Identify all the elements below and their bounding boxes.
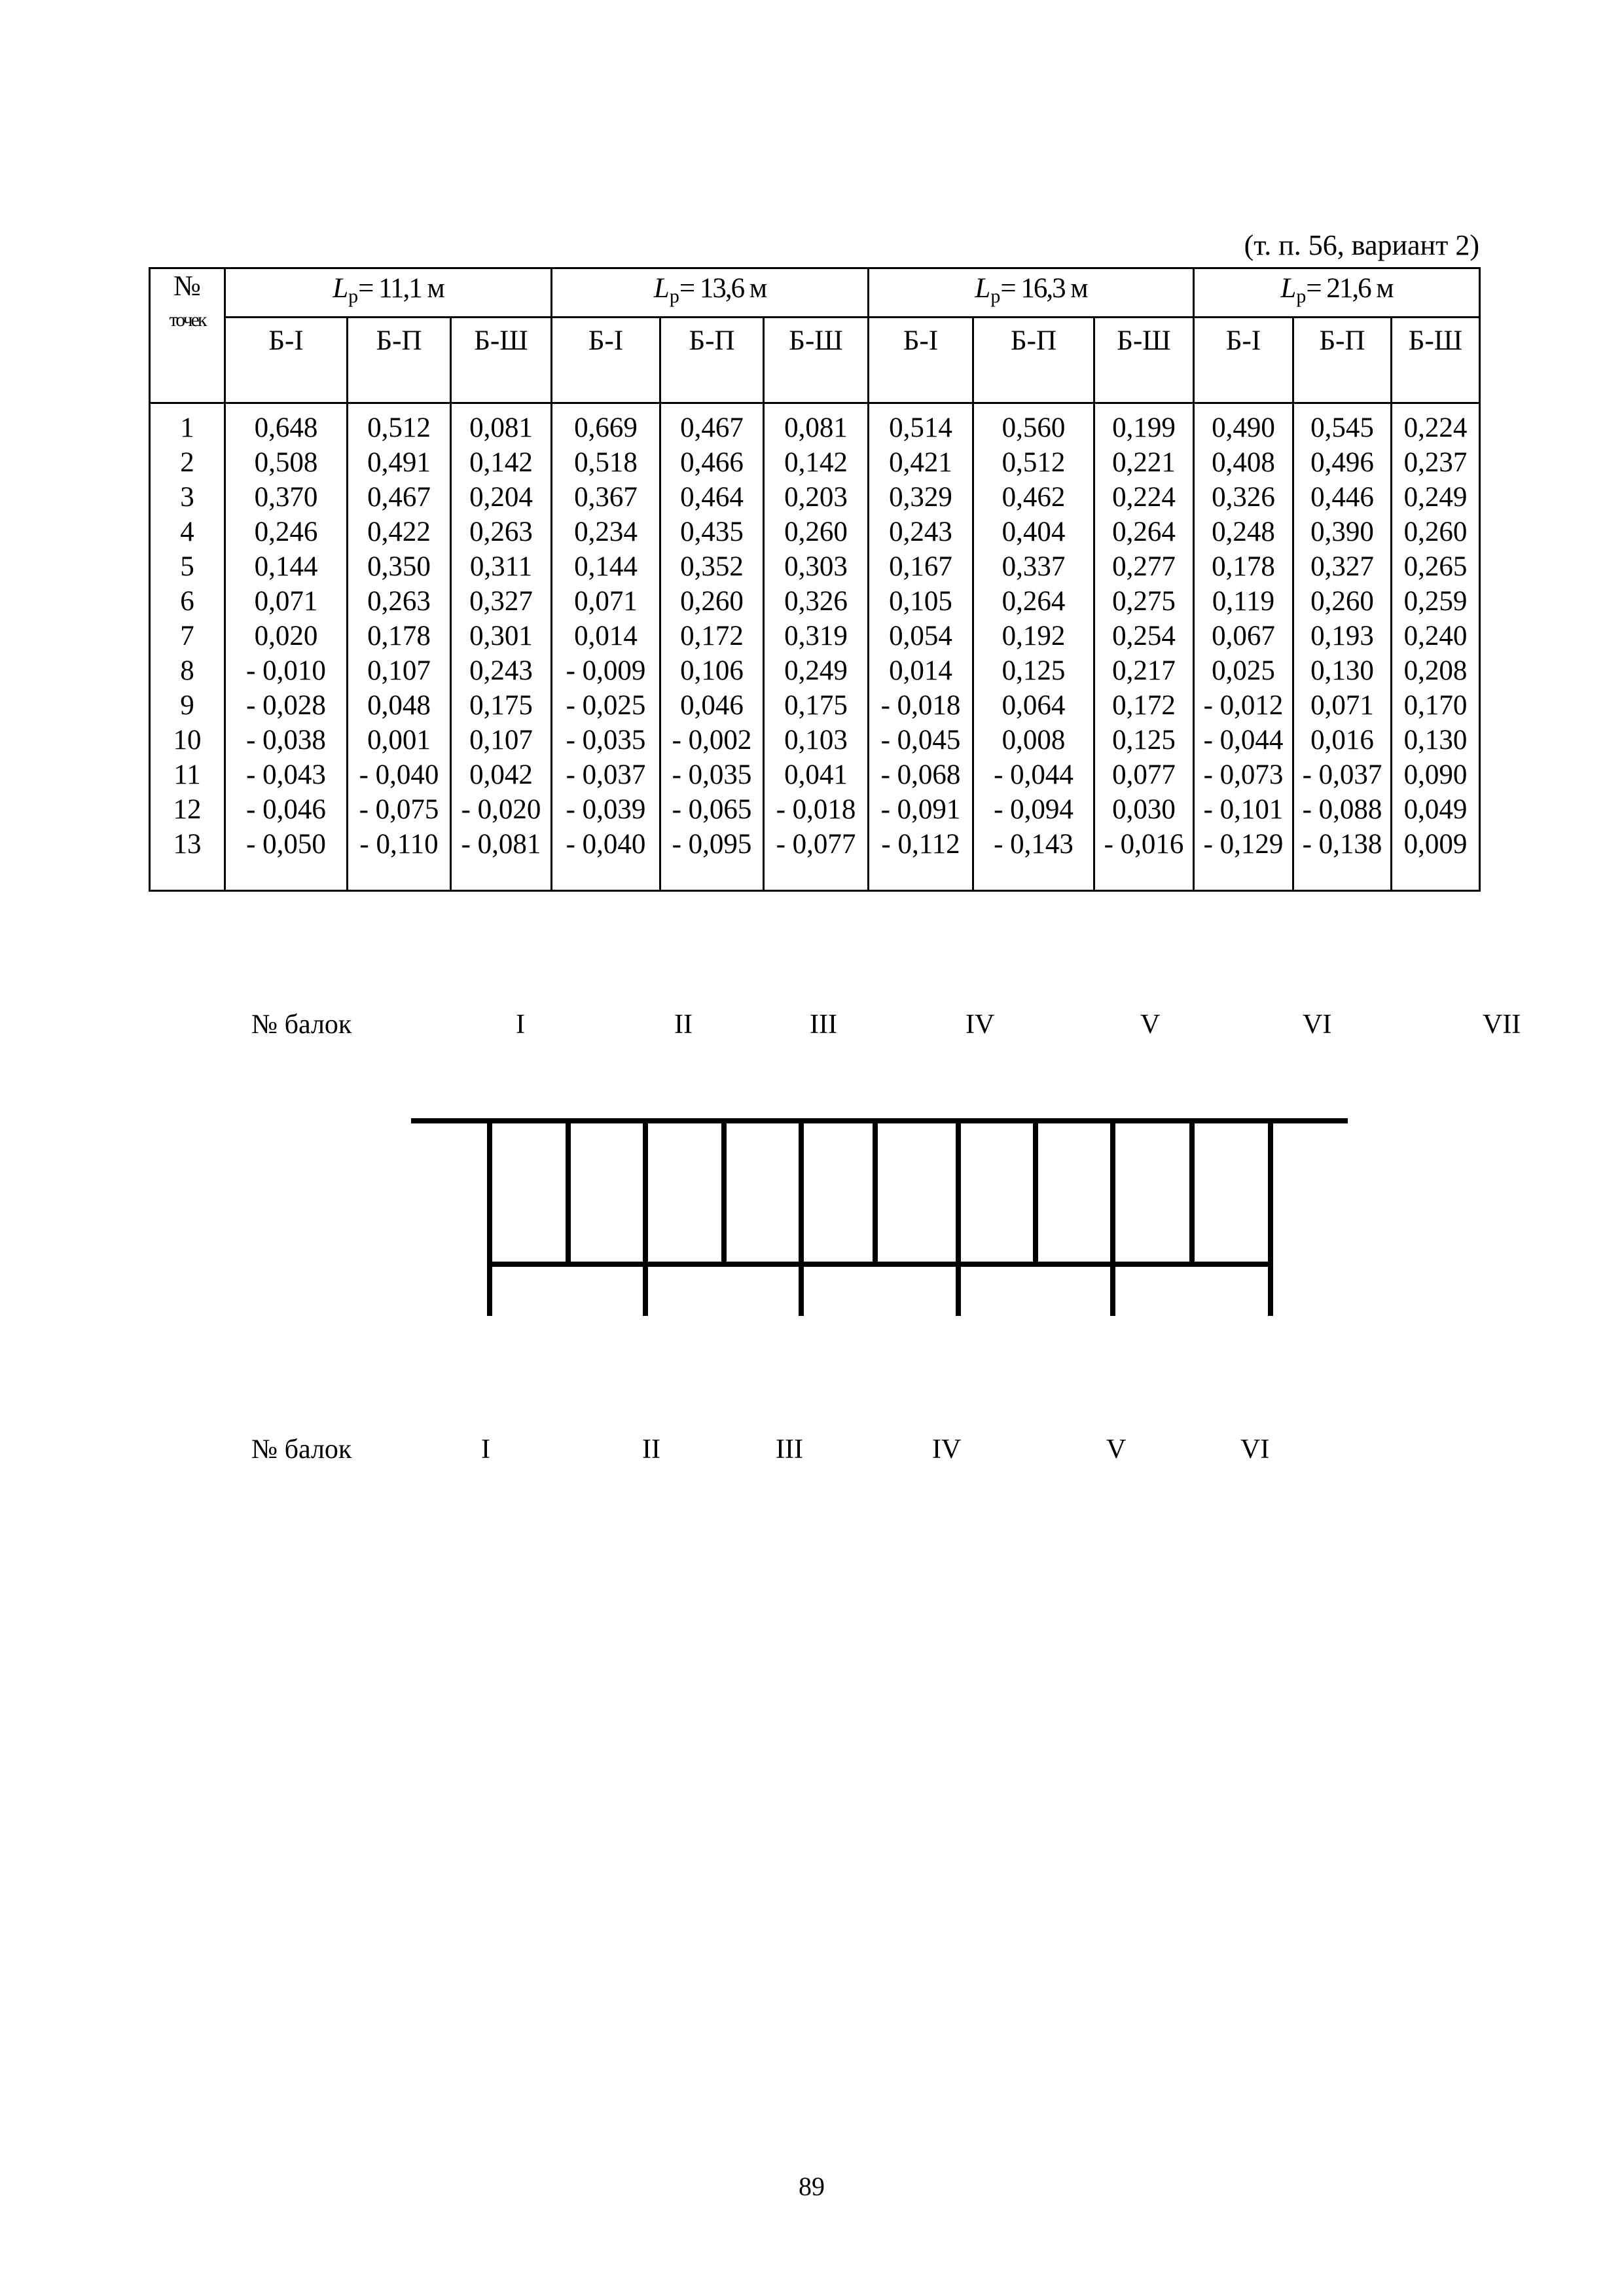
point-number: 7	[180, 621, 194, 651]
table-cell: 0,246	[254, 517, 318, 547]
table-cell: 0,178	[1212, 551, 1275, 582]
beam-numeral: V	[1140, 1010, 1161, 1040]
table-cell: 0,208	[1403, 655, 1468, 686]
table-cell: - 0,035	[672, 759, 752, 790]
table-cell: - 0,012	[1203, 690, 1284, 721]
table-cell: - 0,025	[566, 690, 646, 721]
table-cell: 0,466	[680, 447, 744, 478]
table-cell: - 0,037	[566, 759, 646, 790]
table-cell: - 0,038	[246, 725, 326, 756]
table-cell: 0,319	[784, 621, 848, 651]
table-cell: - 0,138	[1302, 829, 1382, 860]
table-cell: 0,199	[1112, 412, 1176, 443]
table-cell: 0,077	[1112, 759, 1176, 790]
points-label: точек	[169, 309, 206, 331]
table-cell: - 0,039	[566, 794, 646, 825]
point-number: 11	[173, 759, 201, 790]
table-cell: 0,327	[469, 586, 533, 617]
table-cell: 0,067	[1212, 621, 1275, 651]
table-cell: 0,071	[574, 586, 638, 617]
table-cell: - 0,020	[461, 794, 541, 825]
table-cell: 0,105	[889, 586, 952, 617]
table-cell: - 0,046	[246, 794, 326, 825]
table-cell: 0,020	[254, 621, 318, 651]
table-cell: 0,234	[574, 517, 638, 547]
table-cell: 0,090	[1403, 759, 1468, 790]
table-cell: 0,175	[784, 690, 848, 721]
table-cell: 0,512	[1001, 447, 1066, 478]
table-cell: 0,435	[680, 517, 744, 547]
column-header: Б-Ш	[764, 318, 869, 403]
table-cell: - 0,040	[359, 759, 439, 790]
table-cell: 0,467	[367, 482, 431, 513]
no-sign: №	[173, 270, 201, 302]
beam-numeral: III	[810, 1010, 837, 1040]
table-cell: 0,009	[1403, 829, 1468, 860]
span-group-header: $L_р= 11,1$ м	[225, 268, 552, 318]
point-number: 1	[180, 412, 194, 443]
table-cell: 0,277	[1112, 551, 1176, 582]
table-cell: 0,264	[1112, 517, 1176, 547]
table-cell: 0,192	[1001, 621, 1066, 651]
table-cell: 0,248	[1212, 517, 1275, 547]
table-cell: - 0,094	[994, 794, 1074, 825]
table-cell: 0,648	[254, 412, 318, 443]
table-cell: 0,224	[1112, 482, 1176, 513]
span-group-header: $L_р= 16,3$ м	[869, 268, 1194, 318]
table-cell: 0,142	[784, 447, 848, 478]
table-cell: - 0,068	[880, 759, 961, 790]
table-cell: 0,352	[680, 551, 744, 582]
table-cell: - 0,073	[1203, 759, 1284, 790]
table-cell: 0,130	[1403, 725, 1468, 756]
table-cell: - 0,101	[1203, 794, 1284, 825]
table-cell: 0,217	[1112, 655, 1176, 686]
table-cell: 0,167	[889, 551, 952, 582]
table-cell: 0,421	[889, 447, 952, 478]
table-cell: 0,046	[680, 690, 744, 721]
column-header: Б-I	[225, 318, 348, 403]
table-cell: 0,240	[1403, 621, 1468, 651]
table-cell: 0,193	[1310, 621, 1374, 651]
table-cell: 0,264	[1001, 586, 1066, 617]
beam-numeral: V	[1106, 1434, 1127, 1465]
table-cell: 0,329	[889, 482, 952, 513]
table-cell: 0,016	[1310, 725, 1374, 756]
beam-numeral: III	[776, 1434, 803, 1465]
table-cell: 0,490	[1212, 412, 1275, 443]
column-header: Б-П	[1293, 318, 1392, 403]
table-cell: 0,301	[469, 621, 533, 651]
beam-numeral: I	[481, 1434, 490, 1465]
table-cell: 0,326	[784, 586, 848, 617]
table-cell: 0,071	[1310, 690, 1374, 721]
table-cell: - 0,050	[246, 829, 326, 860]
table-cell: 0,119	[1212, 586, 1275, 617]
table-cell: - 0,040	[566, 829, 646, 860]
table-cell: 0,259	[1403, 586, 1468, 617]
table-cell: - 0,091	[880, 794, 961, 825]
table-cell: - 0,045	[880, 725, 961, 756]
table-cell: 0,545	[1310, 412, 1374, 443]
table-cell: 0,142	[469, 447, 533, 478]
table-cell: 0,265	[1403, 551, 1468, 582]
table-cell: 0,491	[367, 447, 431, 478]
table-note: (т. п. 56, вариант 2)	[1244, 229, 1479, 261]
table-cell: - 0,081	[461, 829, 541, 860]
column-header: Б-П	[973, 318, 1094, 403]
table-cell: 0,422	[367, 517, 431, 547]
table-cell: 0,263	[367, 586, 431, 617]
point-number: 2	[180, 447, 194, 478]
table-cell: - 0,112	[881, 829, 960, 860]
beams-label-bottom: № балок	[251, 1434, 352, 1465]
table-cell: 0,107	[469, 725, 533, 756]
page-number: 89	[799, 2172, 825, 2201]
beam-numeral: IV	[965, 1010, 995, 1040]
table-cell: - 0,077	[776, 829, 856, 860]
point-number: 8	[180, 655, 194, 686]
table-cell: 0,446	[1310, 482, 1374, 513]
table-cell: 0,125	[1112, 725, 1176, 756]
table-cell: 0,404	[1001, 517, 1066, 547]
column-header: Б-Ш	[451, 318, 552, 403]
column-header: Б-I	[1194, 318, 1293, 403]
beam-numeral: VI	[1240, 1434, 1270, 1465]
table-cell: 0,243	[469, 655, 533, 686]
table-cell: 0,390	[1310, 517, 1374, 547]
table-cell: 0,025	[1212, 655, 1275, 686]
column-header: Б-Ш	[1094, 318, 1194, 403]
table-cell: 0,496	[1310, 447, 1374, 478]
point-number: 12	[173, 794, 202, 825]
table-cell: 0,204	[469, 482, 533, 513]
beams-label-top: № балок	[251, 1010, 352, 1040]
table-cell: 0,254	[1112, 621, 1176, 651]
table-cell: - 0,002	[672, 725, 752, 756]
beam-numeral: IV	[932, 1434, 962, 1465]
table-cell: 0,249	[784, 655, 848, 686]
beam-numeral: II	[642, 1434, 660, 1465]
table-cell: 0,560	[1001, 412, 1066, 443]
point-number: 13	[173, 829, 202, 860]
table-cell: 0,275	[1112, 586, 1176, 617]
table-cell: - 0,044	[1203, 725, 1284, 756]
table-cell: 0,326	[1212, 482, 1275, 513]
table-cell: 0,081	[469, 412, 533, 443]
table-cell: 0,243	[889, 517, 952, 547]
table-cell: 0,260	[1403, 517, 1468, 547]
table-cell: - 0,065	[672, 794, 752, 825]
table-cell: 0,172	[680, 621, 744, 651]
table-cell: 0,467	[680, 412, 744, 443]
table-cell: 0,249	[1403, 482, 1468, 513]
table-cell: 0,327	[1310, 551, 1374, 582]
table-cell: - 0,028	[246, 690, 326, 721]
table-cell: - 0,044	[994, 759, 1074, 790]
table-cell: - 0,010	[246, 655, 326, 686]
point-number: 10	[173, 725, 202, 756]
table-cell: - 0,018	[776, 794, 856, 825]
table-cell: - 0,037	[1302, 759, 1382, 790]
table-cell: 0,049	[1403, 794, 1468, 825]
table-cell: 0,008	[1001, 725, 1066, 756]
table-cell: 0,408	[1212, 447, 1275, 478]
table-cell: 0,081	[784, 412, 848, 443]
point-number: 5	[180, 551, 194, 582]
table-cell: 0,260	[680, 586, 744, 617]
beam-numeral: VII	[1483, 1010, 1521, 1040]
table-cell: - 0,088	[1302, 794, 1382, 825]
table-cell: 0,071	[254, 586, 318, 617]
table-cell: 0,514	[889, 412, 952, 443]
beam-numeral: II	[674, 1010, 693, 1040]
column-header: Б-Ш	[1392, 318, 1480, 403]
table-cell: 0,178	[367, 621, 431, 651]
table-cell: 0,106	[680, 655, 744, 686]
table-cell: 0,311	[469, 551, 533, 582]
table-cell: 0,350	[367, 551, 431, 582]
table-cell: - 0,129	[1203, 829, 1284, 860]
table-cell: 0,054	[889, 621, 952, 651]
column-header: Б-I	[869, 318, 973, 403]
table-cell: 0,260	[784, 517, 848, 547]
table-cell: 0,337	[1001, 551, 1066, 582]
table-cell: 0,175	[469, 690, 533, 721]
table-cell: - 0,143	[994, 829, 1074, 860]
beam-numeral: VI	[1303, 1010, 1332, 1040]
table-cell: - 0,043	[246, 759, 326, 790]
table-cell: 0,508	[254, 447, 318, 478]
table-cell: 0,303	[784, 551, 848, 582]
table-cell: - 0,018	[880, 690, 961, 721]
table-cell: 0,464	[680, 482, 744, 513]
table-cell: - 0,016	[1104, 829, 1184, 860]
table-cell: 0,370	[254, 482, 318, 513]
table-cell: 0,203	[784, 482, 848, 513]
table-cell: 0,125	[1001, 655, 1066, 686]
column-header: Б-П	[348, 318, 451, 403]
table-cell: 0,260	[1310, 586, 1374, 617]
table-cell: 0,237	[1403, 447, 1468, 478]
table-cell: 0,144	[254, 551, 318, 582]
table-cell: 0,462	[1001, 482, 1066, 513]
table-cell: 0,107	[367, 655, 431, 686]
column-header: Б-I	[552, 318, 660, 403]
table-cell: 0,221	[1112, 447, 1176, 478]
point-number: 3	[180, 482, 194, 513]
column-header: Б-П	[660, 318, 764, 403]
table-cell: - 0,009	[566, 655, 646, 686]
table-cell: 0,367	[574, 482, 638, 513]
point-number: 9	[180, 690, 194, 721]
table-cell: 0,518	[574, 447, 638, 478]
table-cell: 0,669	[574, 412, 638, 443]
table-cell: - 0,075	[359, 794, 439, 825]
table-cell: 0,014	[574, 621, 638, 651]
table-cell: 0,030	[1112, 794, 1176, 825]
table-cell: - 0,110	[359, 829, 439, 860]
point-number: 4	[180, 517, 194, 547]
table-cell: 0,144	[574, 551, 638, 582]
table-cell: 0,512	[367, 412, 431, 443]
beam-numeral: I	[516, 1010, 525, 1040]
table-cell: 0,014	[889, 655, 952, 686]
table-cell: 0,170	[1403, 690, 1468, 721]
table-cell: 0,172	[1112, 690, 1176, 721]
table-cell: 0,263	[469, 517, 533, 547]
table-cell: - 0,095	[672, 829, 752, 860]
table-cell: 0,130	[1310, 655, 1374, 686]
table-cell: 0,041	[784, 759, 848, 790]
point-number: 6	[180, 586, 194, 617]
table-cell: 0,224	[1403, 412, 1468, 443]
table-cell: - 0,035	[566, 725, 646, 756]
table-cell: 0,064	[1001, 690, 1066, 721]
span-group-header: $L_р= 21,6$ м	[1194, 268, 1480, 318]
table-cell: 0,042	[469, 759, 533, 790]
table-cell: 0,048	[367, 690, 431, 721]
span-group-header: $L_р= 13,6$ м	[552, 268, 869, 318]
table-cell: 0,001	[367, 725, 431, 756]
table-cell: 0,103	[784, 725, 848, 756]
